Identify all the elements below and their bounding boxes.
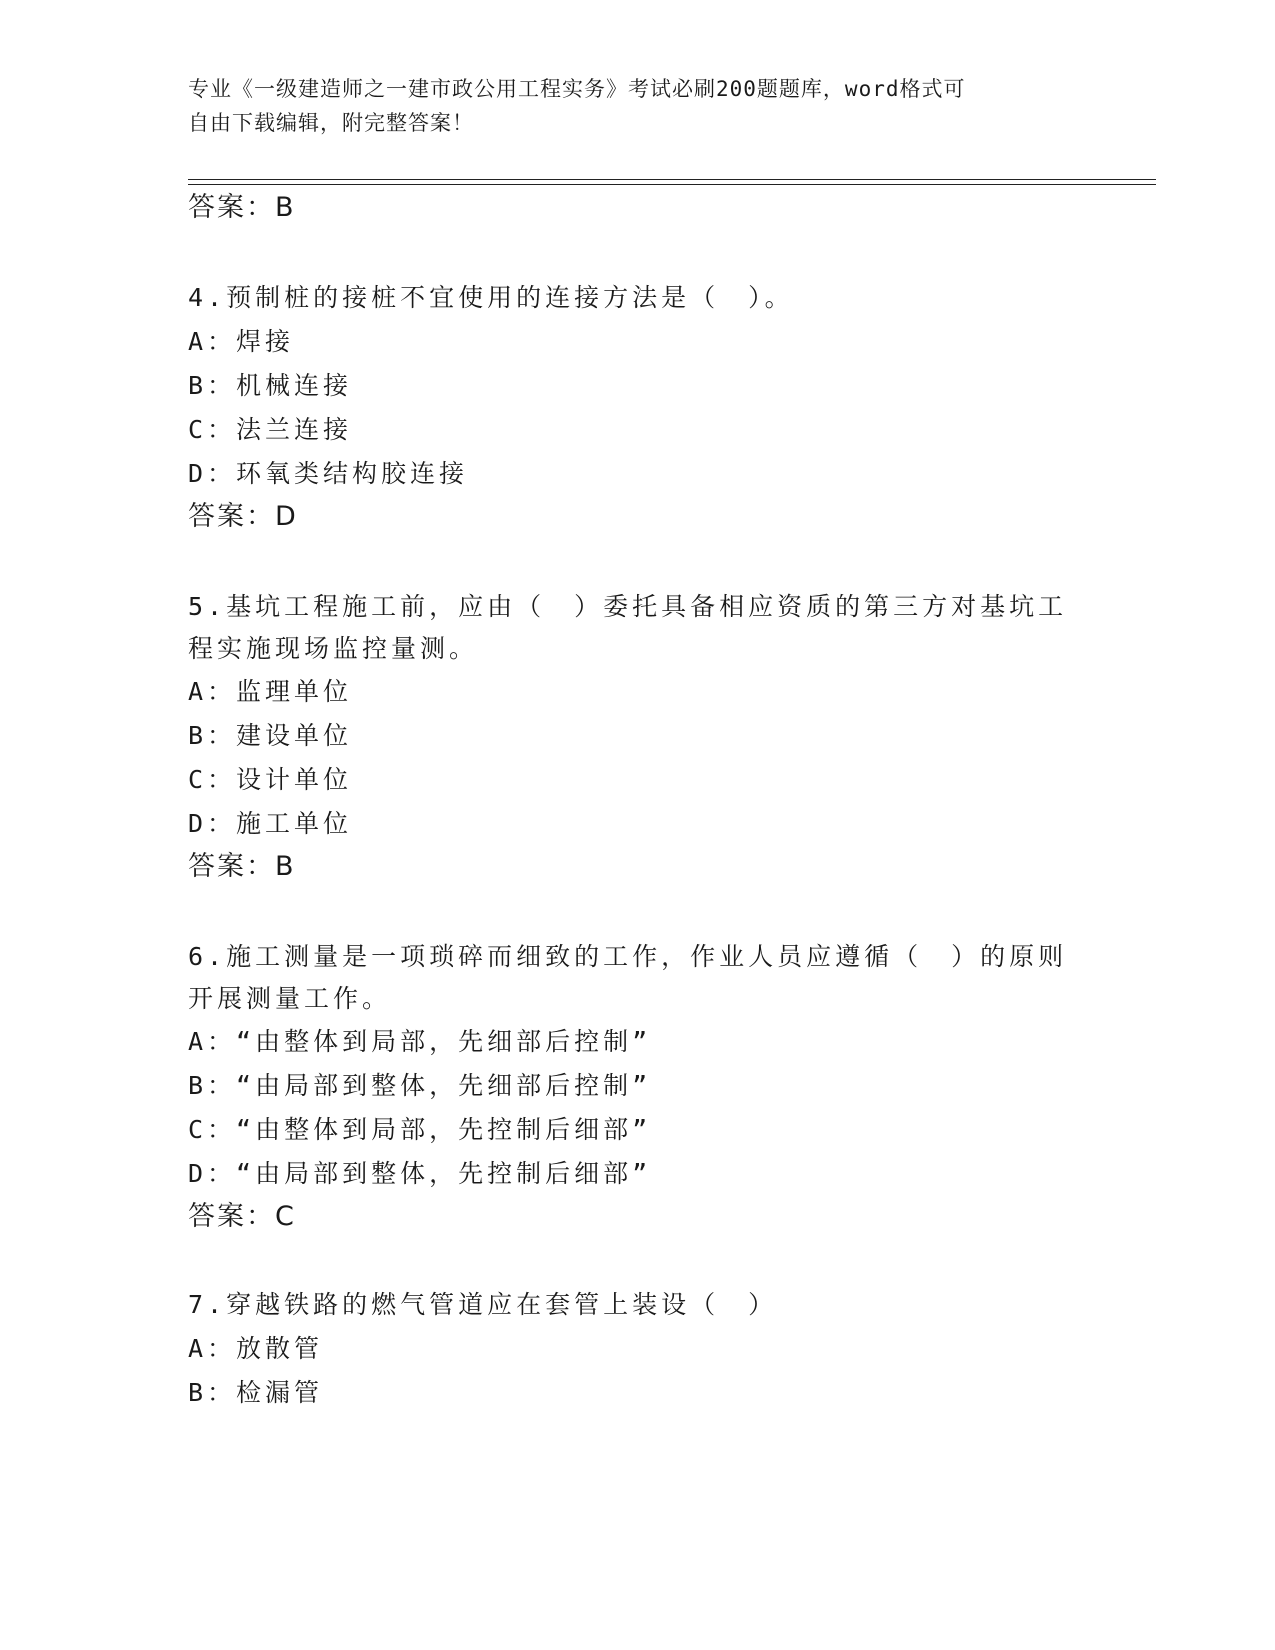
question-5-option-a: A：监理单位	[188, 677, 353, 706]
question-4-answer: 答案：D	[188, 501, 298, 532]
question-6-answer: 答案：C	[188, 1201, 296, 1232]
question-5-option-b: B：建设单位	[188, 721, 353, 750]
question-4-text: 4.预制桩的接桩不宜使用的连接方法是（ ）。	[188, 283, 794, 312]
answer-previous: 答案：B	[188, 192, 296, 223]
question-6-option-d: D：“由局部到整体，先控制后细部”	[188, 1159, 652, 1188]
document-header	[188, 72, 1068, 140]
question-7-text: 7.穿越铁路的燃气管道应在套管上装设（ ）	[188, 1290, 778, 1319]
question-6-option-c: C：“由整体到局部，先控制后细部”	[188, 1115, 652, 1144]
question-6-text-line-1: 6.施工测量是一项琐碎而细致的工作，作业人员应遵循（ ）的原则	[188, 942, 1068, 971]
question-4-option-b: B：机械连接	[188, 371, 353, 400]
header-line-2: 自由下载编辑，附完整答案！	[188, 111, 474, 135]
question-7-option-b: B：检漏管	[188, 1378, 324, 1407]
header-line-1: 专业《一级建造师之一建市政公用工程实务》考试必刷200题题库，word格式可	[188, 77, 966, 101]
question-5-answer: 答案：B	[188, 851, 296, 882]
question-4-option-a: A：焊接	[188, 327, 295, 356]
question-6-option-a: A：“由整体到局部，先细部后控制”	[188, 1027, 652, 1056]
question-6-option-b: B：“由局部到整体，先细部后控制”	[188, 1071, 652, 1100]
question-5-option-c: C：设计单位	[188, 765, 353, 794]
question-5-option-d: D：施工单位	[188, 809, 353, 838]
question-5-text-line-2: 程实施现场监控量测。	[188, 634, 479, 663]
header-divider-top	[188, 179, 1156, 180]
question-4-option-c: C：法兰连接	[188, 415, 353, 444]
header-divider-bottom	[188, 184, 1156, 185]
question-5-text-line-1: 5.基坑工程施工前，应由（ ）委托具备相应资质的第三方对基坑工	[188, 592, 1068, 621]
question-6-text-line-2: 开展测量工作。	[188, 984, 392, 1013]
question-4-option-d: D：环氧类结构胶连接	[188, 459, 469, 488]
question-7-option-a: A：放散管	[188, 1334, 324, 1363]
